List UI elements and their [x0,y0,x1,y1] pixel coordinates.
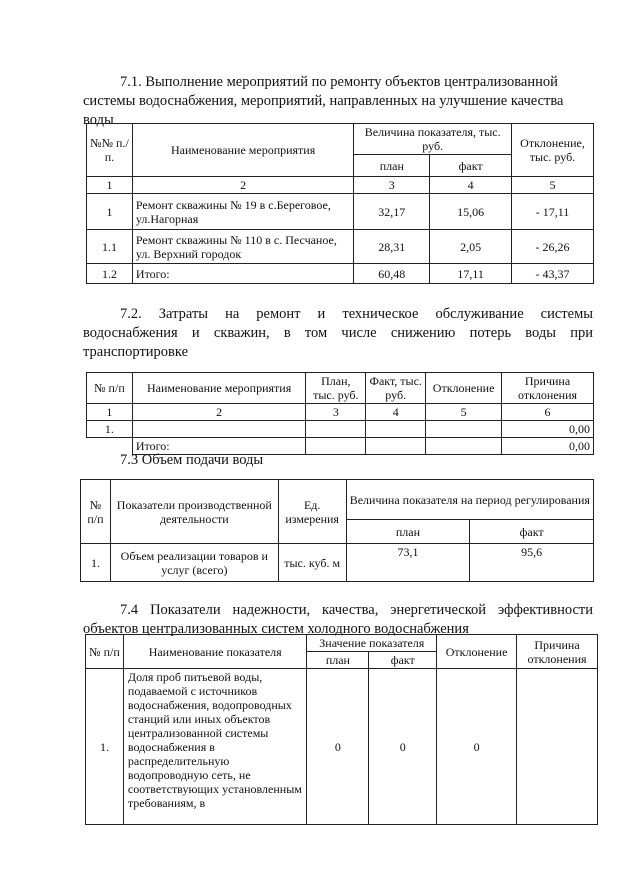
table-row [87,194,594,230]
col-plan-header: план [307,652,369,669]
table-row [87,421,594,438]
table-row [87,230,594,264]
row-fact: 95,6 [470,544,594,582]
table-7-2 [86,372,594,455]
row-name: Объем реализации товаров и услуг (всего) [110,544,278,582]
section-7-1-heading: 7.1. Выполнение мероприятий по ремонту объектов централизованной системы водоснабжения, мероприятий, направленных на улучшение качества воды [83,74,564,128]
row-plan: 28,31 [354,230,430,264]
col-num-header: №№ п./п. [87,124,133,177]
total-reason: 0,00 [502,438,594,455]
index-cell: 5 [512,177,594,194]
row-num: 1.2 [87,264,133,284]
index-cell: 3 [306,404,366,421]
row-plan: 0 [307,669,369,825]
row-deviation: - 17,11 [512,194,594,230]
section-7-3-heading: 7.3 Объем подачи воды [120,452,264,468]
section-7-2-heading: 7.2. Затраты на ремонт и техническое обслуживание системы водоснабжения и скважин, в том числе снижению потерь воды при транспортировке [83,306,593,360]
col-fact-header: Факт, тыс. руб. [366,373,426,404]
table-7-4 [85,634,598,825]
col-value-header: Величина показателя на период регулирования [346,480,593,520]
index-cell: 2 [132,404,306,421]
col-reason-header: Причина отклонения [502,373,594,404]
row-deviation: 0 [437,669,517,825]
row-reason: 0,00 [502,421,594,438]
row-num: 1.1 [87,230,133,264]
row-deviation: - 43,37 [512,264,594,284]
row-fact [366,421,426,438]
col-deviation-header: Отклонение [426,373,502,404]
index-cell: 1 [87,177,133,194]
col-plan-header: план [346,520,470,544]
row-name: Доля проб питьевой воды, подаваемой с источников водоснабжения, водопроводных станций или иных объектов централизованной системы водоснабжения в распределительную водопроводную сеть, не соответствующих установленным требованиям, в [123,669,307,825]
index-cell: 4 [430,177,512,194]
col-plan-header: план [354,155,430,177]
col-num-header: № п/п [81,480,111,544]
col-fact-header: факт [470,520,594,544]
col-value-header: Величина показателя, тыс. руб. [354,124,512,155]
index-row [87,177,594,194]
col-name-header: Показатели производственной деятельности [110,480,278,544]
index-cell: 5 [426,404,502,421]
table-row [86,669,598,825]
index-cell: 1 [87,404,133,421]
row-num: 1. [81,544,111,582]
col-deviation-header: Отклонение [437,635,517,669]
row-unit: тыс. куб. м [278,544,346,582]
index-cell: 4 [366,404,426,421]
total-label: Итого: [132,438,306,455]
table-row [81,544,594,582]
row-fact: 17,11 [430,264,512,284]
row-fact: 2,05 [430,230,512,264]
col-name-header: Наименование мероприятия [132,124,353,177]
row-plan: 73,1 [346,544,470,582]
index-cell: 6 [502,404,594,421]
col-value-header: Значение показателя [307,635,437,652]
index-cell: 2 [132,177,353,194]
table-row [87,264,594,284]
row-fact: 15,06 [430,194,512,230]
row-name: Итого: [132,264,353,284]
col-fact-header: факт [369,652,437,669]
col-name-header: Наименование показателя [123,635,307,669]
col-plan-header: План, тыс. руб. [306,373,366,404]
row-deviation: - 26,26 [512,230,594,264]
row-num: 1 [87,194,133,230]
row-deviation [426,421,502,438]
row-plan [306,421,366,438]
row-num: 1. [86,669,124,825]
col-unit-header: Ед. измерения [278,480,346,544]
col-name-header: Наименование мероприятия [132,373,306,404]
section-7-4-heading: 7.4 Показатели надежности, качества, энергетической эффективности объектов централизованных систем холодного водоснабжения [83,602,593,637]
index-row [87,404,594,421]
row-num: 1. [87,421,133,438]
col-reason-header: Причина отклонения [517,635,598,669]
index-cell: 3 [354,177,430,194]
col-fact-header: факт [430,155,512,177]
row-plan: 60,48 [354,264,430,284]
row-name: Ремонт скважины № 110 в с. Песчаное, ул. Верхний городок [132,230,353,264]
row-name: Ремонт скважины № 19 в с.Береговое, ул.Нагорная [132,194,353,230]
row-reason [517,669,598,825]
col-num-header: № п/п [86,635,124,669]
row-fact: 0 [369,669,437,825]
table-7-1 [86,123,594,284]
row-name [132,421,306,438]
col-deviation-header: Отклонение, тыс. руб. [512,124,594,177]
col-num-header: № п/п [87,373,133,404]
row-plan: 32,17 [354,194,430,230]
table-7-3 [80,479,594,582]
